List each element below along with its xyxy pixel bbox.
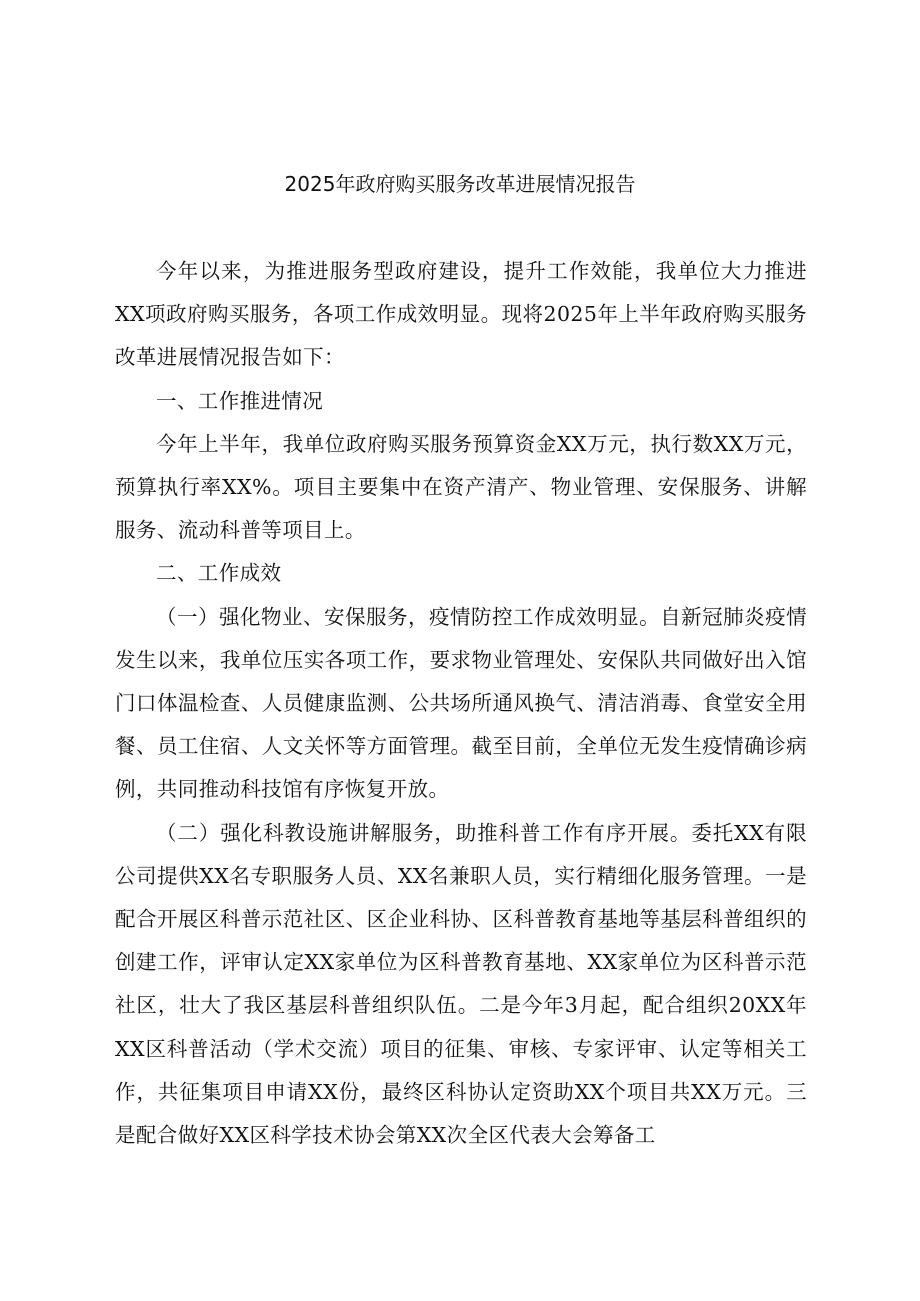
section-heading-work-results: 二、工作成效 bbox=[156, 561, 282, 586]
results-item-1-paragraph: （一）强化物业、安保服务，疫情防控工作成效明显。自新冠肺炎疫情发生以来，我单位压实各项工作，要求物业管理处、安保队共同做好出入馆门口体温检查、人员健康监测、公共场所通风换气、清洁消毒、食堂安全用餐、员工住宿、人文关怀等方面管理。截至目前，全单位无发生疫情确诊病例，共同推动科技馆有序恢复开放。 bbox=[115, 604, 807, 802]
results-item-2-paragraph: （二）强化科教设施讲解服务，助推科普工作有序开展。委托XX有限公司提供XX名专职服务人员、XX名兼职人员，实行精细化服务管理。一是配合开展区科普示范社区、区企业科协、区科普教育基地等基层科普组织的创建工作，评审认定XX家单位为区科普教育基地、XX家单位为区科普示范社区，壮大了我区基层科普组织队伍。二是今年3月起，配合组织20XX年XX区科普活动（学术交流）项目的征集、审核、专家评审、认定等相关工作，共征集项目申请XX份，最终区科协认定资助XX个项目共XX万元。三是配合做好XX区科学技术协会第XX次全区代表大会筹备工 bbox=[115, 820, 807, 1148]
document-title: 2025年政府购买服务改革进展情况报告 bbox=[284, 172, 636, 196]
document-body bbox=[115, 250, 807, 1157]
section-heading-work-progress: 一、工作推进情况 bbox=[156, 388, 324, 413]
intro-paragraph: 今年以来，为推进服务型政府建设，提升工作效能，我单位大力推进XX项政府购买服务，各项工作成效明显。现将2025年上半年政府购买服务改革进展情况报告如下： bbox=[115, 259, 807, 370]
work-progress-paragraph: 今年上半年，我单位政府购买服务预算资金XX万元，执行数XX万元，预算执行率XX%。项目主要集中在资产清产、物业管理、安保服务、讲解服务、流动科普等项目上。 bbox=[115, 431, 807, 543]
